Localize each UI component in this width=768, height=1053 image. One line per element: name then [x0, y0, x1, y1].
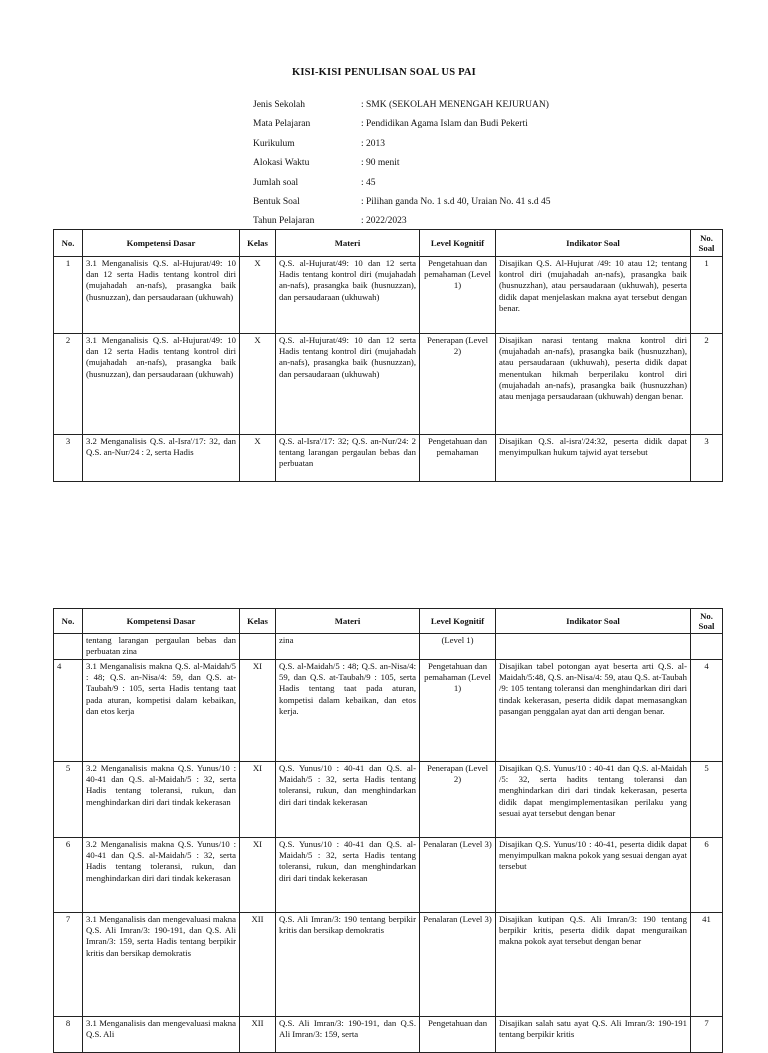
cell-indikator-soal: Disajikan tabel potongan ayat beserta arti Q.S. al-Maidah/5:48, Q.S. an-Nisa/4: 59, atau Q.S. at-Taubah /9: 105 tentang toleransi dan menghindarkan diri dari tindak kekerasan, peserta didik dapat memasangkan pasangan penggalan ayat dan arti dengan benar.: [496, 660, 691, 762]
cell-level-kognitif: Pengetahuan dan: [420, 1017, 496, 1053]
cell-indikator-soal: Disajikan narasi tentang makna kontrol diri (mujahadah an-nafs), prasangka baik (husnuzzhan), atau persaudaraan (ukhuwah), peserta didik dapat menentukan hikmah berperilaku kontrol diri (mujahadah an-nafs), prasangka baik (husnuzzhan) atau menjaga persaudaraan (ukhuwah) dengan benar.: [496, 334, 691, 435]
cell-kelas: XI: [240, 762, 276, 838]
cell-no-soal: 7: [691, 1017, 723, 1053]
cell-kompetensi-dasar: 3.2 Menganalisis makna Q.S. Yunus/10 : 40-41 dan Q.S. al-Maidah/5 : 32, serta Hadis tentang toleransi, rukun, dan menghindarkan diri dari tindak kekerasan: [83, 762, 240, 838]
meta-row-alokasi-waktu: [253, 154, 550, 173]
meta-value: : Pendidikan Agama Islam dan Budi Pekerti: [361, 119, 528, 130]
cell-kelas: XII: [240, 913, 276, 1017]
cell-no: 5: [54, 762, 83, 838]
cell-materi: Q.S. Ali Imran/3: 190 tentang berpikir kritis dan bersikap demokratis: [276, 913, 420, 1017]
table-row: [54, 838, 723, 913]
table-row: [54, 762, 723, 838]
cell-no: 8: [54, 1017, 83, 1053]
cell-level-kognitif: Pengetahuan dan pemahaman (Level 1): [420, 660, 496, 762]
cell-no-soal: [691, 634, 723, 660]
cell-indikator-soal: Disajikan kutipan Q.S. Ali Imran/3: 190 tentang berpikir kritis, peserta didik dapat menguraikan makna pokok ayat tersebut dengan benar: [496, 913, 691, 1017]
cell-materi: zina: [276, 634, 420, 660]
cell-no-soal: 2: [691, 334, 723, 435]
cell-indikator-soal: Disajikan Q.S. al-isra'/24:32, peserta didik dapat menyimpulkan hukum tajwid ayat tersebut: [496, 435, 691, 482]
table-row: [54, 634, 723, 660]
cell-materi: Q.S. al-Hujurat/49: 10 dan 12 serta Hadis tentang kontrol diri (mujahadah an-nafs), prasangka baik (husnuzzan), dan persaudaraan (ukhuwah): [276, 257, 420, 334]
cell-indikator-soal: Disajikan Q.S. Al-Hujurat /49: 10 atau 12; tentang kontrol diri (mujahadah an-nafs), prasangka baik (husnuzzhan), atau persaudaraan (ukhuwah), peserta didik dapat menjelaskan makna ayat tersebut dengan benar.: [496, 257, 691, 334]
cell-materi: Q.S. al-Hujurat/49: 10 dan 12 serta Hadis tentang kontrol diri (mujahadah an-nafs), prasangka baik (husnuzzan), dan persaudaraan (ukhuwah): [276, 334, 420, 435]
kisi-kisi-table-2: [53, 608, 723, 1053]
cell-materi: Q.S. al-Maidah/5 : 48; Q.S. an-Nisa/4: 59, dan Q.S. at-Taubah/9 : 105, serta Hadis tentang taat pada aturan, kompetisi dalam kebaikan, dan etos kerja.: [276, 660, 420, 762]
cell-no-soal: 5: [691, 762, 723, 838]
cell-kompetensi-dasar: 3.1 Menganalisis dan mengevaluasi makna Q.S. Ali: [83, 1017, 240, 1053]
header-kelas: Kelas: [240, 609, 276, 634]
meta-label: Mata Pelajaran: [253, 119, 311, 130]
meta-value: : 2013: [361, 138, 386, 149]
cell-no: [54, 634, 83, 660]
cell-kelas: X: [240, 334, 276, 435]
cell-no-soal: 3: [691, 435, 723, 482]
cell-level-kognitif: Penerapan (Level 2): [420, 334, 496, 435]
page-title: KISI-KISI PENULISAN SOAL US PAI: [292, 67, 476, 78]
header-kelas: Kelas: [240, 230, 276, 257]
meta-value: : SMK (SEKOLAH MENENGAH KEJURUAN): [361, 100, 549, 110]
header-no: No.: [54, 609, 83, 634]
meta-row-bentuk-soal: [253, 193, 550, 212]
header-no: No.: [54, 230, 83, 257]
meta-value: : Pilihan ganda No. 1 s.d 40, Uraian No. 41 s.d 45: [361, 197, 551, 208]
cell-level-kognitif: Pengetahuan dan pemahaman (Level 1): [420, 257, 496, 334]
cell-no-soal: 1: [691, 257, 723, 334]
cell-kompetensi-dasar: 3.2 Menganalisis makna Q.S. Yunus/10 : 40-41 dan Q.S. al-Maidah/5 : 32, serta Hadis tentang toleransi, rukun, dan menghindarkan diri dari tindak kekerasan: [83, 838, 240, 913]
cell-kompetensi-dasar: 3.1 Menganalisis dan mengevaluasi makna Q.S. Ali Imran/3: 190-191, dan Q.S. Ali Imran/3: 159, serta Hadis tentang berpikir kritis dan bersikap demokratis: [83, 913, 240, 1017]
meta-label: Alokasi Waktu: [253, 158, 310, 169]
header-level-kognitif: Level Kognitif: [420, 609, 496, 634]
cell-kelas: XII: [240, 1017, 276, 1053]
cell-no: 3: [54, 435, 83, 482]
table-header-row: [54, 230, 723, 257]
cell-no-soal: 6: [691, 838, 723, 913]
cell-indikator-soal: Disajikan Q.S. Yunus/10 : 40-41, peserta didik dapat menyimpulkan makna pokok yang sesuai dengan ayat tersebut: [496, 838, 691, 913]
header-indikator-soal: Indikator Soal: [496, 609, 691, 634]
meta-row-kurikulum: [253, 135, 550, 154]
cell-no: 4: [54, 660, 83, 762]
meta-value: : 45: [361, 177, 376, 188]
cell-kompetensi-dasar: 3.1 Menganalisis Q.S. al-Hujurat/49: 10 dan 12 serta Hadis tentang kontrol diri (mujahadah an-nafs), prasangka baik (husnuzzan), dan persaudaraan (ukhuwah): [83, 334, 240, 435]
cell-no: 6: [54, 838, 83, 913]
meta-label: Kurikulum: [253, 138, 295, 149]
table-row: [54, 334, 723, 435]
meta-label: Tahun Pelajaran: [253, 216, 315, 227]
header-materi: Materi: [276, 609, 420, 634]
cell-no: 1: [54, 257, 83, 334]
cell-kelas: X: [240, 257, 276, 334]
header-indikator-soal: Indikator Soal: [496, 230, 691, 257]
cell-no: 7: [54, 913, 83, 1017]
header-no-soal: No. Soal: [691, 609, 723, 634]
meta-label: Jumlah soal: [253, 177, 299, 188]
cell-kelas: [240, 634, 276, 660]
meta-row-jenis-sekolah: [253, 96, 550, 115]
header-level-kognitif: Level Kognitif: [420, 230, 496, 257]
cell-level-kognitif: (Level 1): [420, 634, 496, 660]
meta-row-mata-pelajaran: [253, 115, 550, 134]
cell-indikator-soal: Disajikan Q.S. Yunus/10 : 40-41 dan Q.S. al-Maidah /5: 32, serta hadits tentang toleransi dan menghindarkan diri dari tindak kekerasan, peserta didik dapat mengimplementasikan perilaku yang sesuai ayat tersebut dengan benar: [496, 762, 691, 838]
table-row: [54, 660, 723, 762]
cell-indikator-soal: [496, 634, 691, 660]
meta-value: : 2022/2023: [361, 216, 407, 227]
cell-materi: Q.S. Ali Imran/3: 190-191, dan Q.S. Ali Imran/3: 159, serta: [276, 1017, 420, 1053]
cell-kelas: X: [240, 435, 276, 482]
table-row: [54, 1017, 723, 1053]
cell-level-kognitif: Penerapan (Level 2): [420, 762, 496, 838]
cell-materi: Q.S. al-Isra'/17: 32; Q.S. an-Nur/24: 2 tentang larangan pergaulan bebas dan perbuatan: [276, 435, 420, 482]
table-row: [54, 257, 723, 334]
cell-indikator-soal: Disajikan salah satu ayat Q.S. Ali Imran/3: 190-191 tentang berpikir kritis: [496, 1017, 691, 1053]
table-row: [54, 435, 723, 482]
meta-value: : 90 menit: [361, 158, 400, 169]
table-row: [54, 913, 723, 1017]
meta-label: Jenis Sekolah: [253, 100, 305, 110]
cell-kompetensi-dasar: tentang larangan pergaulan bebas dan perbuatan zina: [83, 634, 240, 660]
cell-level-kognitif: Pengetahuan dan pemahaman: [420, 435, 496, 482]
cell-kompetensi-dasar: 3.1 Menganalisis Q.S. al-Hujurat/49: 10 dan 12 serta Hadis tentang kontrol diri (mujahadah an-nafs), prasangka baik (husnuzzan), dan persaudaraan (ukhuwah): [83, 257, 240, 334]
cell-no: 2: [54, 334, 83, 435]
cell-level-kognitif: Penalaran (Level 3): [420, 838, 496, 913]
document-meta: [253, 96, 550, 232]
cell-kelas: XI: [240, 838, 276, 913]
cell-no-soal: 41: [691, 913, 723, 1017]
cell-no-soal: 4: [691, 660, 723, 762]
header-kompetensi-dasar: Kompetensi Dasar: [83, 609, 240, 634]
table-header-row: [54, 609, 723, 634]
meta-label: Bentuk Soal: [253, 197, 300, 208]
header-materi: Materi: [276, 230, 420, 257]
header-no-soal: No. Soal: [691, 230, 723, 257]
cell-kelas: XI: [240, 660, 276, 762]
cell-kompetensi-dasar: 3.1 Menganalisis makna Q.S. al-Maidah/5 : 48; Q.S. an-Nisa/4: 59, dan Q.S. at-Taubah/9 : 105, serta Hadis tentang taat pada aturan, kompetisi dalam kebaikan, dan etos kerja: [83, 660, 240, 762]
cell-materi: Q.S. Yunus/10 : 40-41 dan Q.S. al-Maidah/5 : 32, serta Hadis tentang toleransi, rukun, dan menghindarkan diri dari tindak kekerasan: [276, 838, 420, 913]
header-kompetensi-dasar: Kompetensi Dasar: [83, 230, 240, 257]
cell-materi: Q.S. Yunus/10 : 40-41 dan Q.S. al-Maidah/5 : 32, serta Hadis tentang toleransi, rukun, dan menghindarkan diri dari tindak kekerasan: [276, 762, 420, 838]
cell-level-kognitif: Penalaran (Level 3): [420, 913, 496, 1017]
meta-row-jumlah-soal: [253, 174, 550, 193]
cell-kompetensi-dasar: 3.2 Menganalisis Q.S. al-Isra'/17: 32, dan Q.S. an-Nur/24 : 2, serta Hadis: [83, 435, 240, 482]
kisi-kisi-table-1: [53, 229, 723, 482]
